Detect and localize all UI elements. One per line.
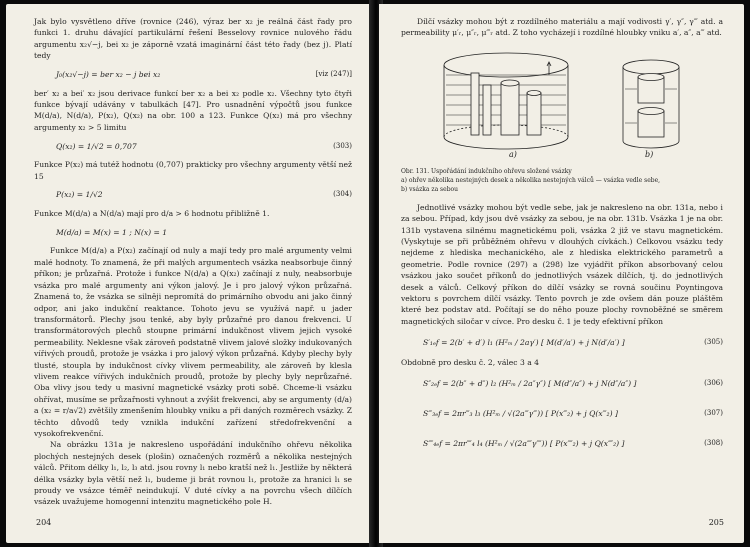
equation: S‴₃ₑf = 2πr‴₃ l₃ (H²ₘ / √(2a‴γ‴)) [ P(x‴₂) + j Q(x‴₂) ] <box>423 408 618 418</box>
equation-number: [viz (247)] <box>315 69 352 78</box>
induction-heating-diagram <box>431 45 711 165</box>
equation-row <box>34 219 352 245</box>
equation: M(d/a) = M(x) = 1 ; N(x) = 1 <box>56 227 168 237</box>
equation: S′₁ₑf = 2(b′ + d′) l₁ (H²ₘ / 2aγ′) [ M(d′/a′) + j N(d′/a′) ] <box>423 337 625 347</box>
equation-row <box>34 182 352 208</box>
equation: Q(x₂) = 1/√2 = 0,707 <box>56 141 137 151</box>
left-paragraph-5: Funkce M(d/a) a P(x₂) začínají od nuly a mají tedy pro malé argumenty velmi malé hodnoty. To znamená, že při malých argumentech vsázka neabsorbuje činný příkon; je průzařná. Protože i funkce N(d/a) a Q(x₂) začínají z nuly, neabsorbuje vsázka pro malé argumenty ani výkon jalový. Je i pro jalový výkon průzařná. Znamená to, že vsázka se silněji nepromítá do primárního obvodu ani jako činný odpor, ani jako indukční reaktance. Tohoto jevu se využívá např. u jader transformátorů. Plechy jsou tenké, aby byly průzařné pro danou frekvenci. U transformátorových plechů stoupne primární indukčnost vlivem jejich vysoké permeability. Neklesne však zároveň podstatně vlivem jalové složky indukovaných vířivých proudů, protože je vsázka i pro jalový výkon průzařná. Kdyby plechy byly tlusté, stoupla by indukčnost cívky vlivem permeability, ale zároveň by klesla vlivem reakce vířivých indukčních proudů, protože by plechy byly neprůzařné. Oba vlivy jsou tedy u masivní magnetické vsázky proti sobě. Chceme-li vsázku ohřívat, musíme se průzařnosti vyhnout a zvýšit frekvenci, aby se argumenty (d/a) a (x₂ = r/a√2) zvětšily zmenšením hloubky vniku a při daných rozměrech vsázky. Z těchto důvodů tedy vznikla indukční zařízení středofrekvenční a vysokofrekvenční. <box>34 246 352 438</box>
equation: J₀(x₂√−j) = ber x₂ − j bei x₂ <box>56 69 161 79</box>
equation: P(x₂) = 1/√2 <box>56 190 103 200</box>
equation-number: (304) <box>333 190 352 199</box>
left-paragraph-4: Funkce M(d/a) a N(d/a) mají pro d/a > 6 hodnotu přibližně 1. <box>34 209 270 219</box>
equation-number: (303) <box>333 141 352 150</box>
page-number: 204 <box>36 518 52 527</box>
right-page <box>379 4 744 543</box>
caption-line-b: b) vsázka za sebou <box>401 185 459 193</box>
right-paragraph-1: Dílčí vsázky mohou být z rozdílného materiálu a mají vodivosti γ′, γ″, γ‴ atd. a permeability μ′ᵣ, μ″ᵣ, μ‴ᵣ atd. Z toho vycházejí i rozdílné hloubky vniku a′, a″, a‴ atd. <box>401 17 723 38</box>
equation-row <box>34 133 352 159</box>
equation-row <box>401 369 723 399</box>
equation: S⁗₄ₑf = 2πr⁗₄ l₄ (H²ₘ / √(2a⁗γ⁗)) [ P(x⁗₂) + j Q(x⁗₂) ] <box>423 438 625 448</box>
equation: S″₂ₑf = 2(b″ + d″) l₂ (H²ₘ / 2a″γ″) [ M(d″/a″) + j N(d″/a″) ] <box>423 378 637 388</box>
equation-row <box>401 327 723 357</box>
left-paragraph-2: ber′ x₂ a bei′ x₂ jsou derivace funkcí ber x₂ a bei x₂ podle x₂. Všechny tyto čtyři funkce bývají udávány v tabulkách [47]. Pro usnadnění výpočtů jsou funkce M(d/a), N(d/a), P(x₂), Q(x₂) na obr. 100 a 123. Funkce Q(x₂) má pro všechny argumenty x₂ > 5 limitu <box>34 88 352 132</box>
left-paragraph-1: Jak bylo vysvětleno dříve (rovnice (246), výraz ber x₂ je reálná část řady pro funkci 1. druhu dávající partikulární řešení Besselovy rovnice nulového řádu argumentu x₂√−j, bei x₂ je záporně vzatá imaginární část této řady (bez j). Platí tedy <box>34 17 352 61</box>
figure-label-a: a) <box>509 149 517 159</box>
caption-line-a: a) ohřev několika nestejných desek a několika nestejných válců — vsázka vedle sebe, <box>401 176 661 184</box>
left-paragraph-3: Funkce P(x₂) má tutéž hodnotu (0,707) prakticky pro všechny argumenty větší než 15 <box>34 160 352 181</box>
equation-number: (308) <box>704 438 723 447</box>
figure-label-b: b) <box>645 149 654 159</box>
equation-number: (306) <box>704 378 723 387</box>
equation-number: (307) <box>704 408 723 417</box>
right-paragraph-3: Obdobně pro desku č. 2, válec 3 a 4 <box>401 358 539 368</box>
equation-number: (305) <box>704 337 723 346</box>
caption-title: Obr. 131. Uspořádání indukčního ohřevu složené vsázky <box>401 167 572 175</box>
figure-131 <box>401 45 723 165</box>
equation-row <box>34 62 352 88</box>
equation-row <box>401 399 723 429</box>
right-text-column <box>401 16 723 459</box>
page-number: 205 <box>708 518 724 527</box>
left-paragraph-6: Na obrázku 131a je nakresleno uspořádání indukčního ohřevu několika plochých nestejných desek (plošin) označených rozměrů a několika nestejných válců. Přitom délky l₁, l₂, l₃ atd. jsou rovny l₁ nebo kratší než l₁. Jestliže by některá délka vsázky byla větší než l₁, budeme ji brát rovnou l₁, protože za hranici l₁ se proudy ve vsázce téměř neindukují. V duté cívky a na povrchu všech dílčích vsázek uvažujeme homogenní intenzitu magnetického pole H. <box>34 440 352 507</box>
left-text-column <box>34 16 352 508</box>
equation-row <box>401 429 723 459</box>
right-paragraph-2: Jednotlivé vsázky mohou být vedle sebe, jak je nakresleno na obr. 131a, nebo i za sebou. Případ, kdy jsou dvě vsázky za sebou, je na obr. 131b. Vsázka 1 je na obr. 131b vystavena silnému magnetickému poli, vsázka 2 již ve stavu magnetickém. (Vyskytuje se při průběžném ohřevu v dlouhých cívkách.) Celkovou vsázku tedy nejdeme z hlediska mechanického, ale z hlediska elektrického parametrů a geometrie. Podle rovnice (297) a (298) lze vyjádřit příkon absorbovaný celou vsázkou jako součet příkonů do jednotlivých vsázek dílčích, tj. do jednotlivých desek a válců. Celkový příkon do dílčí vsázky se rovná součinu Poyntingova vektoru s povrchem dílčí vsázky. Tento povrch je zde ovšem dán pouze pláštěm které bez podstav atd. Počítají se do něho pouze plochy rovnoběžné se směrem magnetických siločar v cívce. Pro desku č. 1 je tedy efektivní příkon <box>401 202 723 326</box>
figure-caption <box>401 167 723 194</box>
left-page <box>6 4 373 543</box>
